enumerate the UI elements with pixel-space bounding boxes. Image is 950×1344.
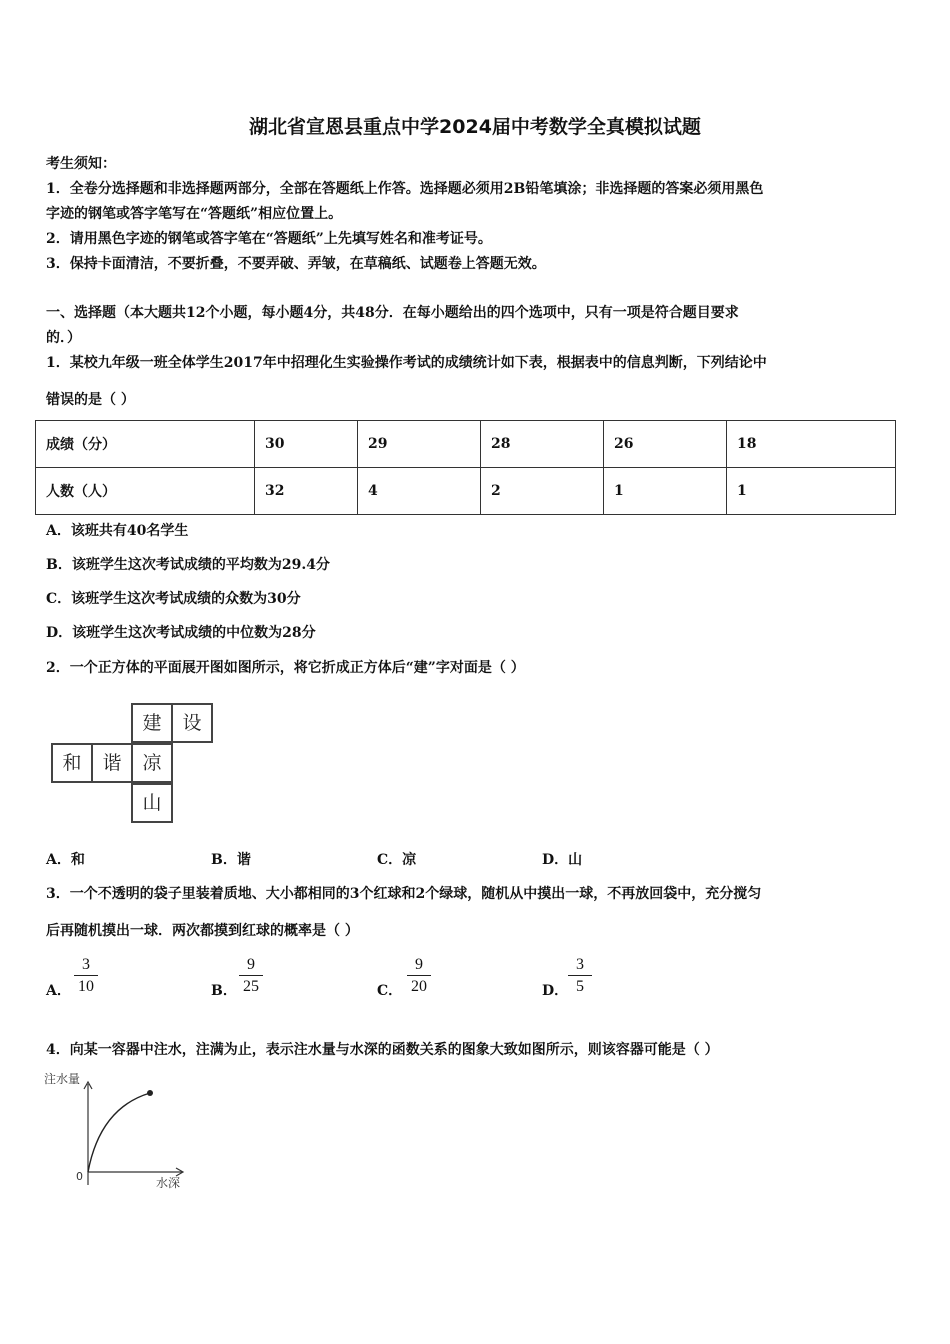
table-cell: 28 [481,421,604,468]
table-cell: 1 [727,468,896,515]
q2-stem: 2．一个正方体的平面展开图如图所示，将它折成正方体后“建”字对面是（ ） [46,660,525,676]
q3-option-d-fraction [564,955,596,996]
cube-net-figure [49,703,219,828]
table-cell: 29 [358,421,481,468]
q3-option-c-fraction [403,955,435,996]
q3-option-b-label: B． [211,983,237,999]
graph-endpoint [147,1090,153,1096]
net-cell-shan: 山 [131,783,173,823]
origin-label: 0 [76,1170,83,1183]
table-cell: 30 [255,421,358,468]
graph-curve [88,1093,150,1172]
table-cell: 18 [727,421,896,468]
table-cell: 26 [604,421,727,468]
notice-item-2: 2．请用黑色字迹的钢笔或答字笔在“答题纸”上先填写姓名和准考证号。 [46,231,492,247]
net-cell-jian: 建 [131,703,173,743]
q1-option-d: D．该班学生这次考试成绩的中位数为28分 [46,625,316,641]
fraction-bar [239,975,263,976]
q2-option-c: C．凉 [377,852,417,868]
fraction-bar [568,975,592,976]
fraction-bar [407,975,431,976]
fraction-denominator: 25 [243,978,259,995]
notice-heading: 考生须知： [46,156,116,172]
q3-stem-line-2: 后再随机摸出一球．两次都摸到红球的概率是（ ） [46,923,359,939]
q3-option-a-fraction [70,955,102,996]
table-row [36,468,896,515]
fraction-denominator: 20 [411,978,427,995]
q2-option-b: B．谐 [211,852,251,868]
y-axis-label: 注水量 [44,1072,81,1086]
q1-stem-line-2: 错误的是（ ） [46,392,135,408]
net-cell-xie: 谐 [91,743,133,783]
x-axis-label: 水深 [156,1176,181,1190]
table-cell: 4 [358,468,481,515]
notice-item-1-line-1: 1．全卷分选择题和非选择题两部分，全部在答题纸上作答。选择题必须用2B铅笔填涂；非选择题的答案必须用黑色 [46,181,764,197]
q1-option-a: A．该班共有40名学生 [46,523,189,539]
fraction-numerator: 3 [576,956,584,973]
net-cell-jing: 凉 [131,743,173,783]
table-cell: 1 [604,468,727,515]
score-table [35,420,896,515]
table-cell: 人数（人） [36,468,255,515]
table-cell: 32 [255,468,358,515]
q3-option-d-label: D． [542,983,569,999]
fraction-denominator: 5 [576,978,584,995]
table-cell: 2 [481,468,604,515]
net-cell-he: 和 [51,743,93,783]
table-row [36,421,896,468]
notice-item-3: 3．保持卡面清洁，不要折叠，不要弄破、弄皱，在草稿纸、试题卷上答题无效。 [46,256,546,272]
notice-item-1-line-2: 字迹的钢笔或答字笔写在“答题纸”相应位置上。 [46,206,343,222]
water-graph-figure [42,1068,192,1196]
q1-stem-line-1: 1．某校九年级一班全体学生2017年中招理化生实验操作考试的成绩统计如下表，根据表中的信息判断，下列结论中 [46,355,767,371]
fraction-bar [74,975,98,976]
net-cell-she: 设 [171,703,213,743]
section-heading-line-1: 一、选择题（本大题共12个小题，每小题4分，共48分．在每小题给出的四个选项中，只有一项是符合题目要求 [46,305,739,321]
fraction-denominator: 10 [78,978,94,995]
q3-option-b-fraction [235,955,267,996]
fraction-numerator: 3 [82,956,90,973]
fraction-numerator: 9 [415,956,423,973]
q4-stem: 4．向某一容器中注水，注满为止，表示注水量与水深的函数关系的图象大致如图所示，则该容器可能是（ ） [46,1042,719,1058]
page-title: 湖北省宣恩县重点中学2024届中考数学全真模拟试题 [249,116,701,138]
table-cell: 成绩（分） [36,421,255,468]
q1-option-c: C．该班学生这次考试成绩的众数为30分 [46,591,301,607]
fraction-numerator: 9 [247,956,255,973]
q2-option-d: D．山 [542,852,583,868]
section-heading-line-2: 的．） [46,330,81,346]
q2-option-a: A．和 [46,852,85,868]
q3-option-a-label: A． [46,983,71,999]
q3-stem-line-1: 3．一个不透明的袋子里装着质地、大小都相同的3个红球和2个绿球，随机从中摸出一球，不再放回袋中，充分搅匀 [46,886,762,902]
q3-option-c-label: C． [377,983,403,999]
q1-option-b: B．该班学生这次考试成绩的平均数为29.4分 [46,557,330,573]
